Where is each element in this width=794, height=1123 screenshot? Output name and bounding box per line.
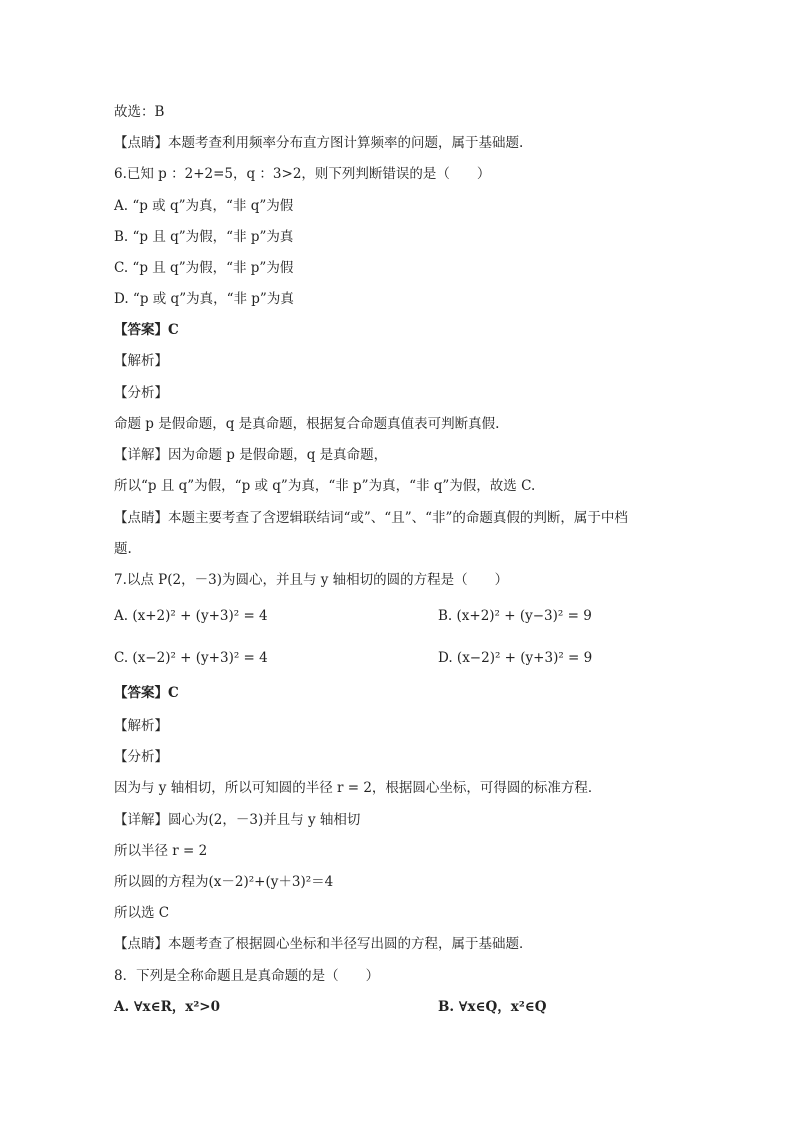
option-6d: D. “p 或 q”为真，“非 p”为真 (114, 291, 294, 307)
option-7a: A. (x+2)² + (y+3)² = 4 (114, 608, 268, 624)
answer-6: 【答案】C (114, 322, 179, 338)
analysis-6-heading: 【解析】 (114, 353, 168, 369)
xiangjie-6-line2: 所以“p 且 q”为假，“p 或 q”为真，“非 p”为真，“非 q”为假，故选 C. (114, 478, 536, 494)
answer-7: 【答案】C (114, 685, 179, 701)
fenxi-7-heading: 【分析】 (114, 749, 168, 765)
option-8b: B. ∀x∈Q，x²∈Q (438, 999, 547, 1015)
fenxi-6-text: 命题 p 是假命题，q 是真命题，根据复合命题真值表可判断真假. (114, 416, 500, 432)
fenxi-7-text: 因为与 y 轴相切，所以可知圆的半径 r = 2，根据圆心坐标，可得圆的标准方程． (114, 780, 602, 796)
question-6: 6.已知 p ：2+2=5，q ：3>2，则下列判断错误的是（ ） (114, 166, 491, 182)
xiangjie-7-line2: 所以半径 r = 2 (114, 843, 208, 859)
option-7b: B. (x+2)² + (y−3)² = 9 (438, 608, 592, 624)
option-6b: B. “p 且 q”为假，“非 p”为真 (114, 229, 294, 245)
option-8a: A. ∀x∈R，x²>0 (114, 999, 220, 1015)
dianjing-7: 【点睛】本题考查了根据圆心坐标和半径写出圆的方程，属于基础题． (114, 936, 533, 952)
xiangjie-7: 【详解】圆心为(2，－3)并且与 y 轴相切 (114, 812, 361, 828)
option-6a: A. “p 或 q”为真，“非 q”为假 (114, 198, 294, 214)
dianjing-6: 【点睛】本题主要考查了含逻辑联结词“或”、“且”、“非”的命题真假的判断，属于中档 (114, 510, 628, 526)
option-7d: D. (x−2)² + (y+3)² = 9 (438, 650, 593, 666)
question-8: 8．下列是全称命题且是真命题的是（ ） (114, 968, 380, 984)
xiangjie-7-line4: 所以选 C (114, 905, 170, 921)
analysis-7-heading: 【解析】 (114, 718, 168, 734)
xiangjie-7-line3: 所以圆的方程为(x－2)²+(y＋3)²＝4 (114, 874, 334, 890)
remark-line: 【点睛】本题考查利用频率分布直方图计算频率的问题，属于基础题. (114, 135, 524, 151)
text-line: 故选：B (114, 104, 165, 120)
fenxi-6-heading: 【分析】 (114, 385, 168, 401)
xiangjie-6: 【详解】因为命题 p 是假命题，q 是真命题， (114, 447, 388, 463)
option-6c: C. “p 且 q”为假，“非 p”为假 (114, 260, 294, 276)
question-7: 7.以点 P(2，－3)为圆心，并且与 y 轴相切的圆的方程是（ ） (114, 572, 509, 588)
option-7c: C. (x−2)² + (y+3)² = 4 (114, 650, 268, 666)
dianjing-6-line2: 题. (114, 541, 132, 557)
